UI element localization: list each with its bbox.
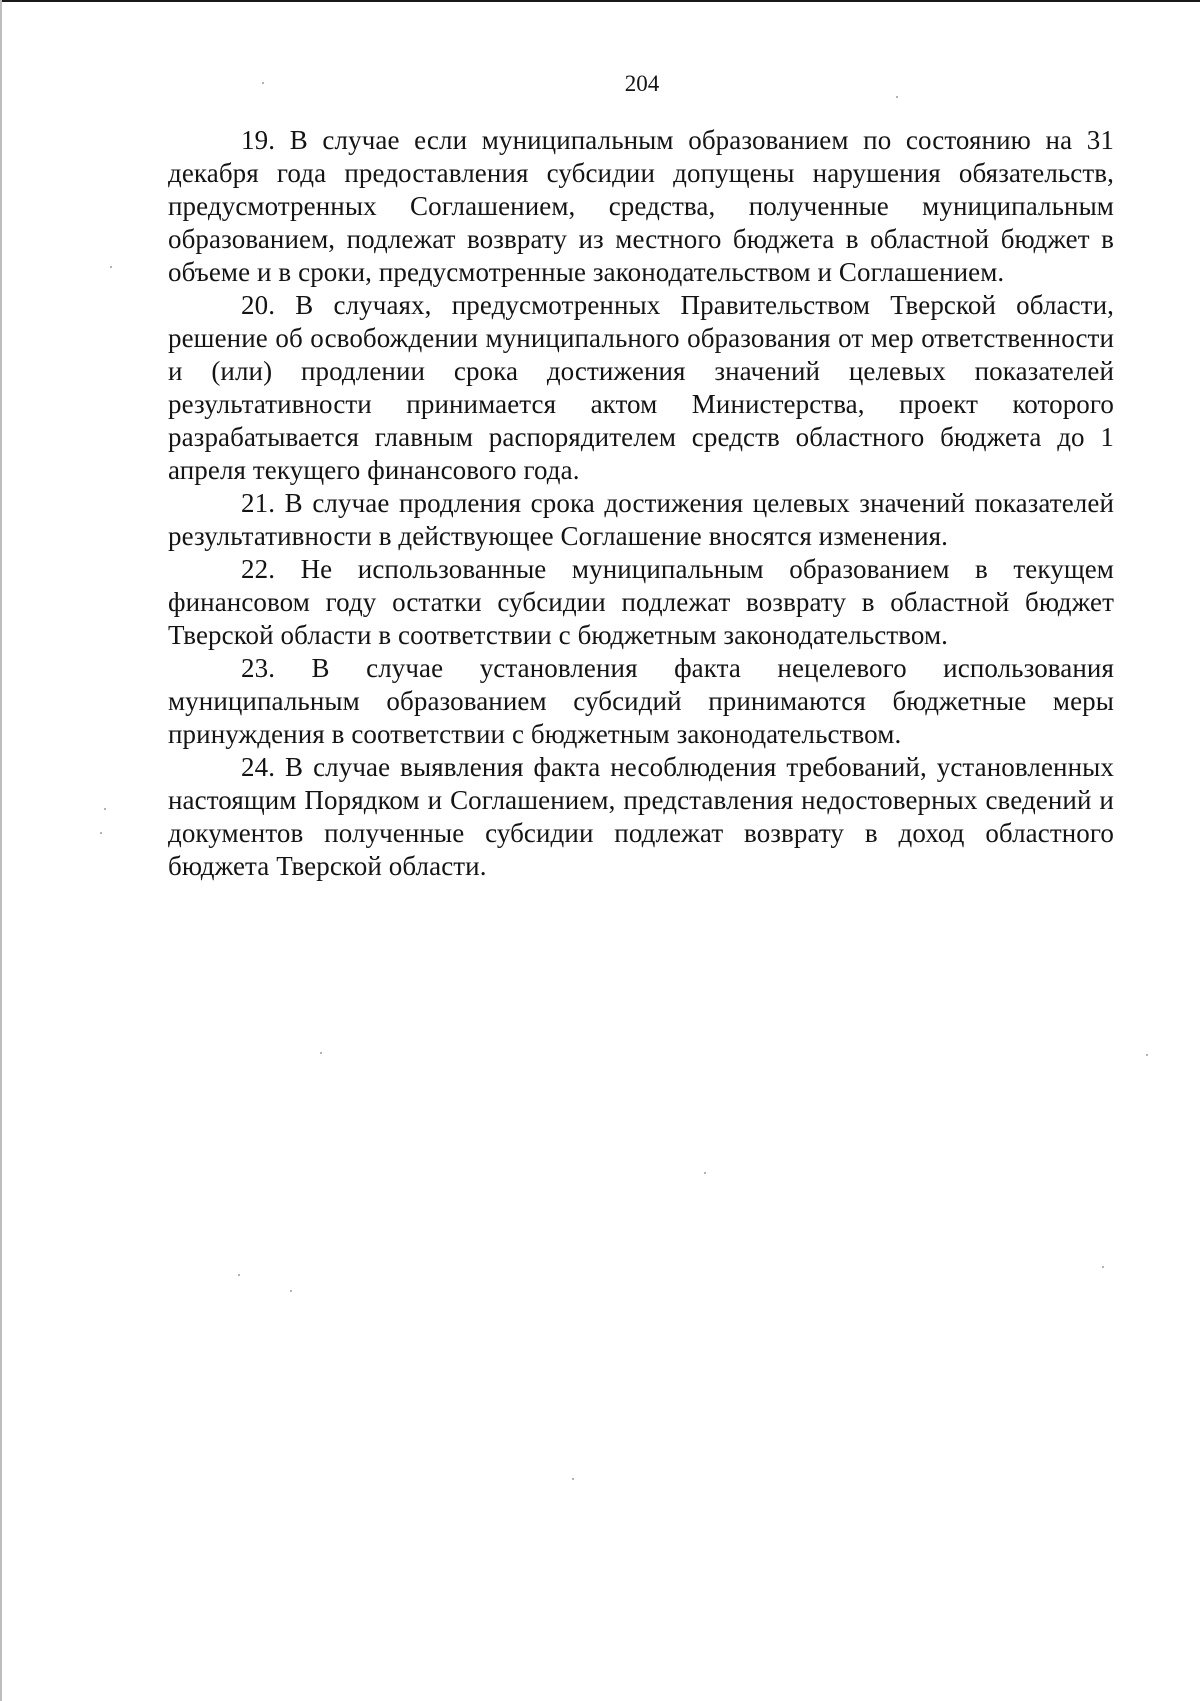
paragraph-23: 23. В случае установления факта нецелевого использования муниципальным образованием субсидий принимаются бюджетные меры принуждения в соответствии с бюджетным законодательством. [168, 653, 1114, 749]
scan-speck [110, 266, 112, 268]
paragraph-21: 21. В случае продления срока достижения целевых значений показателей результативности в действующее Соглашение вносятся изменения. [168, 488, 1114, 551]
scan-speck [704, 1172, 706, 1174]
scan-speck [1102, 1266, 1104, 1268]
scan-speck [100, 832, 102, 834]
scan-edge-top [0, 0, 1200, 2]
paragraph-22: 22. Не использованные муниципальным образованием в текущем финансовом году остатки субсидии подлежат возврату в областной бюджет Тверской области в соответствии с бюджетным законодательством. [168, 554, 1114, 650]
scan-speck [572, 1478, 574, 1480]
document-body [168, 124, 1114, 883]
paragraph-19: 19. В случае если муниципальным образованием по состоянию на 31 декабря года предоставления субсидии допущены нарушения обязательств, предусмотренных Соглашением, средства, полученные муниципальным образованием, подлежат возврату из местного бюджета в областной бюджет в объеме и в сроки, предусмотренные законодательством и Соглашением. [168, 125, 1114, 287]
scan-speck [320, 1052, 322, 1054]
scan-speck [290, 1290, 292, 1292]
scan-edge-left [0, 0, 2, 1701]
page-number: 204 [624, 71, 660, 96]
scan-speck [104, 808, 106, 810]
paragraph-20: 20. В случаях, предусмотренных Правительством Тверской области, решение об освобождении муниципального образования от мер ответственности и (или) продлении срока достижения значений целевых показателей результативности принимается актом Министерства, проект которого разрабатывается главным распорядителем средств областного бюджета до 1 апреля текущего финансового года. [168, 290, 1114, 485]
scan-speck [1146, 1054, 1148, 1056]
paragraph-24: 24. В случае выявления факта несоблюдения требований, установленных настоящим Порядком и Соглашением, представления недостоверных сведений и документов полученные субсидии подлежат возврату в доход областного бюджета Тверской области. [168, 752, 1114, 881]
scan-speck [238, 1274, 240, 1276]
